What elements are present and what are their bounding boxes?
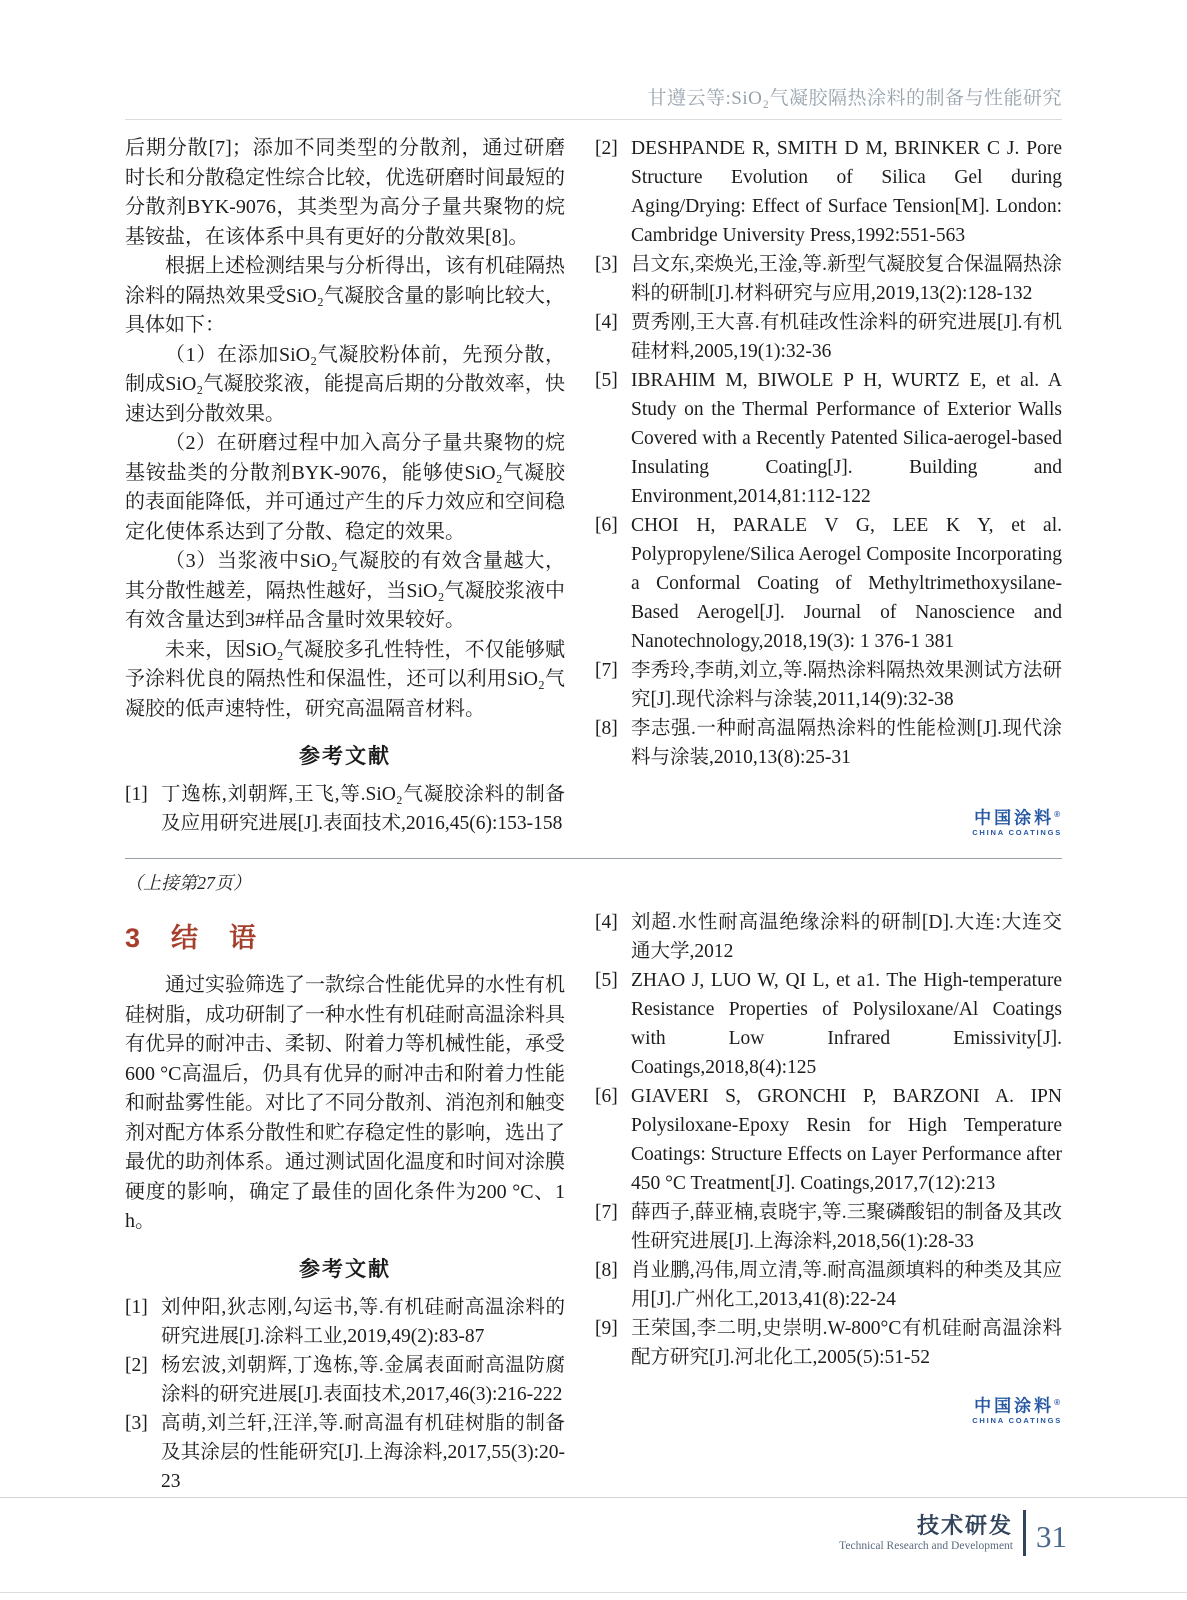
reference-item [595, 366, 1062, 511]
reference-text: DESHPANDE R, SMITH D M, BRINKER C J. Pore Structure Evolution of Silica Gel during Aging/Drying: Effect of Surface Tension[M]. London: Cambridge University Press,1992:551-563 [631, 138, 1062, 246]
reference-number: [1] [125, 784, 148, 805]
body-paragraph: （1）在添加SiO₂气凝胶粉体前，先预分散，制成SiO₂气凝胶浆液，能提高后期的分散效率，快速达到分散效果。 [125, 343, 565, 425]
reference-item [595, 1314, 1062, 1372]
reference-item [595, 908, 1062, 966]
reference-text: IBRAHIM M, BIWOLE P H, WURTZ E, et al. A Study on the Thermal Performance of Exterior Walls Covered with a Recently Patented Silica-aerogel-based Insulating Coating[J]. Building and Environment,2014,81:112-122 [631, 370, 1062, 507]
reference-item [125, 1351, 565, 1409]
registered-mark-icon: ® [1054, 1398, 1061, 1407]
reference-text: 李秀玲,李萌,刘立,等.隔热涂料隔热效果测试方法研究[J].现代涂料与涂装,2011,14(9):32-38 [631, 660, 1062, 710]
section-heading: 3 结 语 [125, 923, 259, 953]
article-divider [125, 858, 1062, 859]
registered-mark-icon: ® [1054, 810, 1061, 819]
footer-section-en: Technical Research and Development [839, 1539, 1013, 1552]
reference-item [595, 1198, 1062, 1256]
reference-item [125, 780, 565, 838]
reference-item [125, 1293, 565, 1351]
reference-text: 高萌,刘兰轩,汪洋,等.耐高温有机硅树脂的制备及其涂层的性能研究[J].上海涂料,2017,55(3):20-23 [161, 1412, 565, 1492]
reference-text: 丁逸栋,刘朝辉,王飞,等.SiO₂气凝胶涂料的制备及应用研究进展[J].表面技术,2016,45(6):153-158 [161, 784, 565, 834]
footer-rule [0, 1497, 1187, 1498]
reference-text: 王荣国,李二明,史崇明.W-800°C有机硅耐高温涂料配方研究[J].河北化工,2005(5):51-52 [631, 1318, 1062, 1368]
reference-number: [6] [595, 1086, 618, 1107]
reference-text: 李志强.一种耐高温隔热涂料的性能检测[J].现代涂料与涂装,2010,13(8):25-31 [631, 718, 1062, 768]
reference-number: [5] [595, 970, 618, 991]
reference-text: GIAVERI S, GRONCHI P, BARZONI A. IPN Polysiloxane-Epoxy Resin for High Temperature Coatings: Structure Effects on Layer Performance after 450 °C Treatment[J]. Coatings,2017,7(12):213 [631, 1086, 1062, 1194]
footer-section-cn: 技术研发 [916, 1512, 1013, 1538]
article-2-references-left [125, 1293, 565, 1496]
reference-item [595, 714, 1062, 772]
article-1-left-column [125, 134, 565, 838]
references-heading: 参考文献 [299, 1256, 391, 1281]
page-footer [839, 1506, 1067, 1560]
reference-number: [9] [595, 1318, 618, 1339]
article-2 [125, 908, 1062, 1496]
article-2-references-right [595, 908, 1062, 1372]
reference-text: 杨宏波,刘朝辉,丁逸栋,等.金属表面耐高温防腐涂料的研究进展[J].表面技术,2017,46(3):216-222 [161, 1354, 565, 1405]
reference-item [595, 511, 1062, 656]
reference-number: [8] [595, 1260, 618, 1281]
body-paragraph: 后期分散[7]；添加不同类型的分散剂，通过研磨时长和分散稳定性综合比较，优选研磨时间最短的分散剂BYK-9076，其类型为高分子量共聚物的烷基铵盐，在该体系中具有更好的分散效果[8]。 [125, 137, 565, 248]
reference-number: [2] [125, 1354, 148, 1376]
reference-item [595, 250, 1062, 308]
reference-number: [3] [125, 1412, 148, 1434]
continued-from-note: （上接第27页） [125, 873, 251, 893]
body-paragraph: 根据上述检测结果与分析得出，该有机硅隔热涂料的隔热效果受SiO₂气凝胶含量的影响比较大，具体如下： [125, 255, 565, 336]
reference-text: 刘仲阳,狄志刚,勾运书,等.有机硅耐高温涂料的研究进展[J].涂料工业,2019,49(2):83-87 [161, 1296, 565, 1347]
page-number: 31 [1036, 1519, 1067, 1554]
china-coatings-logo [972, 806, 1062, 838]
reference-number: [1] [125, 1296, 148, 1318]
reference-item [125, 1409, 565, 1496]
article-2-left-column [125, 908, 565, 1496]
logo-cn-text: 中国涂料® [974, 808, 1061, 828]
reference-number: [4] [595, 912, 618, 933]
reference-text: ZHAO J, LUO W, QI L, et a1. The High-temperature Resistance Properties of Polysiloxane/Al Coatings with Low Infrared Emissivity[J]. Coatings,2018,8(4):125 [631, 970, 1062, 1078]
body-paragraph: （3）当浆液中SiO₂气凝胶的有效含量越大，其分散性越差，隔热性越好，当SiO₂气凝胶浆液中有效含量达到3#样品含量时效果较好。 [125, 550, 565, 631]
reference-item [595, 1082, 1062, 1198]
reference-item [595, 308, 1062, 366]
reference-number: [6] [595, 515, 618, 536]
footer-divider-bar [1023, 1510, 1026, 1556]
reference-item [595, 966, 1062, 1082]
reference-text: 肖业鹏,冯伟,周立清,等.耐高温颜填料的种类及其应用[J].广州化工,2013,41(8):22-24 [631, 1260, 1062, 1310]
body-paragraph: 未来，因SiO₂气凝胶多孔性特性，不仅能够赋予涂料优良的隔热性和保温性，还可以利用SiO₂气凝胶的低声速特性，研究高温隔音材料。 [125, 638, 565, 720]
logo-en-text: CHINA COATINGS [972, 1415, 1062, 1425]
article-1-references-left [125, 780, 565, 838]
china-coatings-logo [972, 1394, 1062, 1426]
reference-item [595, 134, 1062, 250]
reference-number: [7] [595, 1202, 618, 1223]
running-title: 甘遵云等:SiO₂气凝胶隔热涂料的制备与性能研究 [647, 88, 1062, 109]
reference-text: 贾秀刚,王大喜.有机硅改性涂料的研究进展[J].有机硅材料,2005,19(1):32-36 [631, 312, 1062, 362]
page-header [125, 0, 1062, 120]
reference-number: [8] [595, 718, 618, 739]
reference-number: [2] [595, 138, 618, 159]
article-1-right-column [595, 134, 1062, 838]
bottom-rule [0, 1592, 1187, 1593]
article-1-paragraphs [125, 134, 565, 724]
article-2-right-column [595, 908, 1062, 1496]
body-paragraph: （2）在研磨过程中加入高分子量共聚物的烷基铵盐类的分散剂BYK-9076，能够使SiO₂气凝胶的表面能降低，并可通过产生的斥力效应和空间稳定化使体系达到了分散、稳定的效果。 [125, 432, 565, 543]
logo-cn-text: 中国涂料® [974, 1396, 1061, 1416]
reference-number: [3] [595, 254, 618, 275]
reference-item [595, 1256, 1062, 1314]
reference-text: 吕文东,栾焕光,王淦,等.新型气凝胶复合保温隔热涂料的研制[J].材料研究与应用,2019,13(2):128-132 [631, 254, 1062, 304]
article-2-paragraphs [125, 971, 565, 1237]
reference-number: [7] [595, 660, 618, 681]
reference-item [595, 656, 1062, 714]
reference-text: 薛西子,薛亚楠,袁晓宇,等.三聚磷酸铝的制备及其改性研究进展[J].上海涂料,2018,56(1):28-33 [631, 1202, 1062, 1252]
reference-number: [4] [595, 312, 618, 333]
article-1 [125, 134, 1062, 838]
footer-section-labels [839, 1513, 1013, 1554]
body-paragraph: 通过实验筛选了一款综合性能优异的水性有机硅树脂，成功研制了一种水性有机硅耐高温涂料具有优异的耐冲击、柔韧、附着力等机械性能，承受600 °C高温后，仍具有优异的耐冲击和附着力性能和耐盐雾性能。对比了不同分散剂、消泡剂和触变剂对配方体系分散性和贮存稳定性的影响，选出了最优的助剂体系。通过测试固化温度和时间对涂膜硬度的影响，确定了最佳的固化条件为200 °C、1 h。 [125, 974, 565, 1232]
logo-en-text: CHINA COATINGS [972, 827, 1062, 837]
reference-text: CHOI H, PARALE V G, LEE K Y, et al. Polypropylene/Silica Aerogel Composite Incorporating a Conformal Coating of Methyltrimethoxysilane-Based Aerogel[J]. Journal of Nanoscience and Nanotechnology,2018,19(3): 1 376-1 381 [631, 515, 1062, 652]
reference-number: [5] [595, 370, 618, 391]
reference-text: 刘超.水性耐高温绝缘涂料的研制[D].大连:大连交通大学,2012 [631, 912, 1062, 962]
references-heading: 参考文献 [299, 744, 391, 768]
article-1-references-right [595, 134, 1062, 772]
